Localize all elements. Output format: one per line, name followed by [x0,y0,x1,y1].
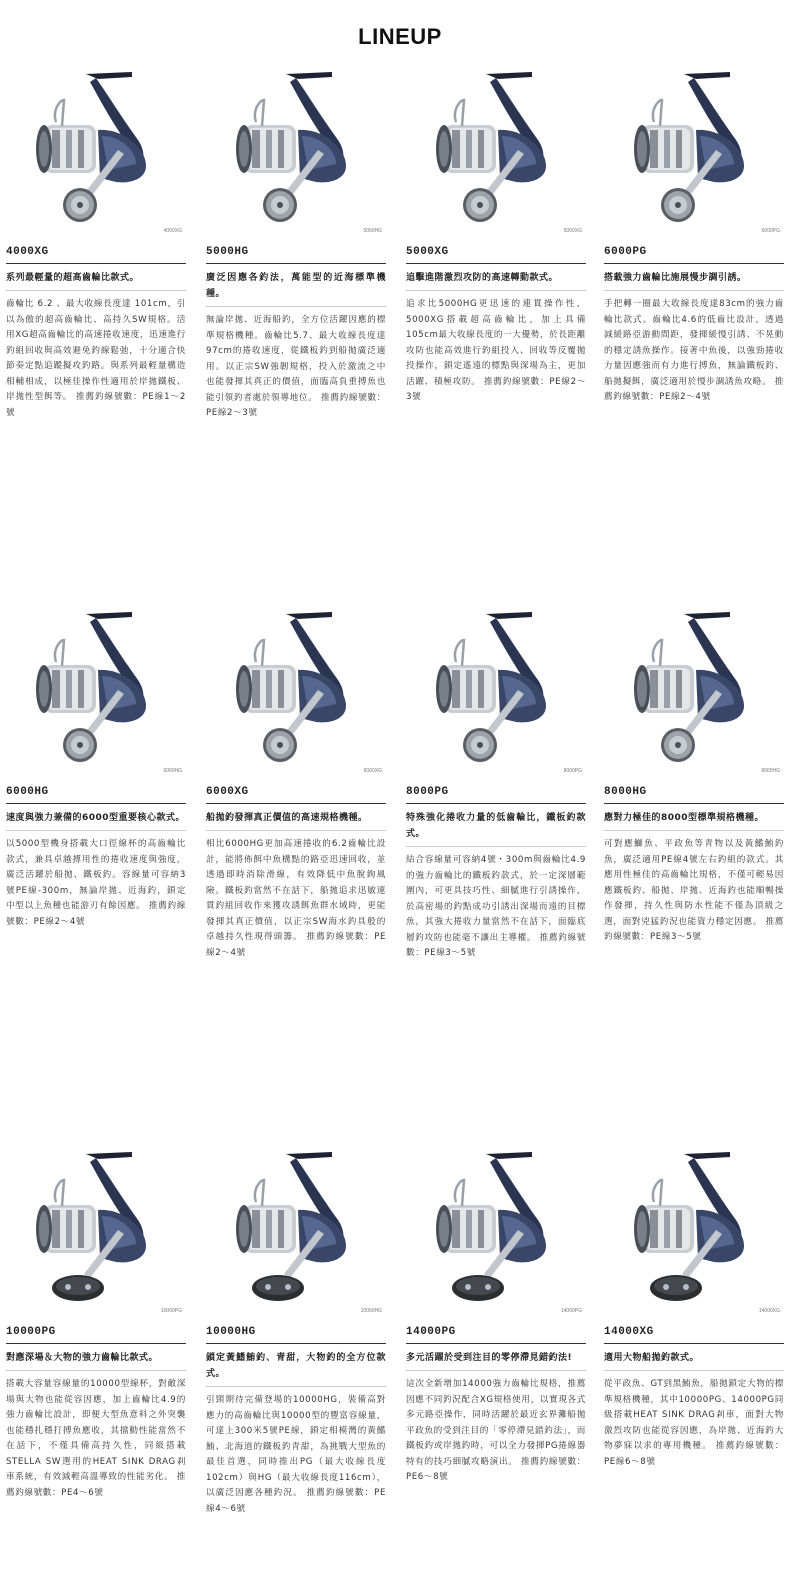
product-tagline: 適用大物船拋釣款式。 [604,1350,784,1371]
image-model-code: 14000PG [560,1308,582,1314]
product-card-14000xg[interactable] [604,1150,784,1470]
product-description: 無論岸拋、近海船釣，全方位活躍因應的標準規格機種。齒輪比5.7、最大收線長度達97cm的捲收速度，從鐵板釣到船拋廣泛適用。以正宗SW強韌規格，投入於激流之中也能發揮其真正的價值，面臨高負重搏魚也能引領釣者處於領導地位。 推薦釣線號數：PE線2～3號 [206,315,386,418]
product-description: 手把轉一圈最大收線長度達83cm的強力齒輪比款式。齒輪比4.6的低齒比設計，透過減緩路亞游動間距，發揮緩慢引誘、不晃動的穩定誘魚操作。接著中魚後，以強勁捲收力量因應強而有力進行搏魚，無論鐵板釣、船拋擬餌，廣泛適用於慢步調誘魚攻略。 推薦釣線號數：PE線2～4號 [604,299,784,402]
image-model-code: 6000HG [163,768,182,774]
reel-image[interactable] [206,1150,386,1320]
product-description: 齒輪比 6.2 、最大收線長度達 101cm，引以為傲的超高齒輪比、高持久SW規格。活用XG超高齒輪比的高速捲收速度，迅速進行釣組回收與高效避免釣線鬆弛，十分適合快節奏定點追蹤擬攻釣路。與系列最輕量構造相輔相成，以極佳操作性適用於岸拋鐵板、岸拋性型餌等。 推薦釣線號數：PE線1～2號 [6,299,186,418]
product-tagline: 船拋釣發揮真正價值的高速規格機種。 [206,810,386,831]
product-card-10000pg[interactable] [6,1150,186,1501]
spinning-reel-icon [428,70,563,230]
model-name: 5000HG [206,246,386,264]
reel-image[interactable] [6,70,186,240]
product-tagline: 應對力極佳的8000型標準規格機種。 [604,810,784,831]
product-card-4000xg[interactable] [6,70,186,421]
product-description: 可對應鰤魚、平政魚等青物以及黃鰭鮪釣魚，廣泛適用PE線4號左右釣組的款式。其應用性極佳的高齒輪比規格，不僅可輕易因應鐵板釣、船拋、岸拋、近海釣也能順暢操作發揮，持久性與防水性能不僅為頂級之選，面對兇猛釣況也能資力穩定因應。 推薦釣線號數：PE線3～5號 [604,839,784,942]
product-card-8000pg[interactable] [406,610,586,962]
product-description: 結合容線量可容納4號・300m與齒輪比4.9的強力齒輪比的鐵板釣款式，於一定深層範圍內，可更具技巧性、細膩進行引誘操作，於高密場的釣點成功引誘出深場而遠的目標魚，其強大捲收力量當然不在話下，面臨底層釣攻防也能毫不讓出主導權。 推薦釣線號數：PE線3～5號 [406,855,586,958]
product-tagline: 搭載強力齒輪比施展慢步調引誘。 [604,270,784,291]
product-tagline: 追擊進階激烈攻防的高速轉動款式。 [406,270,586,291]
image-model-code: 8000PG [563,768,582,774]
product-description: 相比6000HG更加高速捲收的6.2齒輪比設計，能將佈餌中魚構點的路亞迅速回收，並透過即時消除滑線，有效降低中魚脫鉤風險。鐵板釣當然不在話下，船拋追求迅敏連貫釣組回收作來獲攻誘餌魚群水域時，更能發揮其真正價值，以正宗SW海水釣具般的卓越持久性現得頭籌。 推薦釣線號數：PE線2～4號 [206,839,386,958]
product-tagline: 廣泛因應各釣法，萬能型的近海標準機種。 [206,270,386,307]
product-tagline: 特殊強化捲收力量的低齒輪比，鐵板釣款式。 [406,810,586,847]
image-model-code: 5000HG [363,228,382,234]
model-name: 6000PG [604,246,784,264]
product-card-10000hg[interactable] [206,1150,386,1517]
model-name: 6000XG [206,786,386,804]
product-description: 搭載大容量容線量的10000型線杯，對敵深場與大物也能從容因應，加上齒輪比4.9的強力齒輪比設計，即便大型魚意料之外突襲也能穩扎穩打搏魚應收，其擋動性能當然不在話下，不僅具備高持久性，同級搭載STELLA SW選用的HEAT SINK DRAG剎車系統，有效減輕高溫導致的性能劣化。 推薦釣線號數：PE4～6號 [6,1379,186,1498]
reel-image[interactable] [406,1150,586,1320]
product-tagline: 系列最輕量的超高齒輪比款式。 [6,270,186,291]
reel-image[interactable] [406,70,586,240]
model-name: 8000HG [604,786,784,804]
reel-image[interactable] [604,1150,784,1320]
page-title: LINEUP [358,24,442,49]
spinning-reel-icon [28,70,163,230]
spinning-reel-icon [28,1150,163,1310]
image-model-code: 4000XG [163,228,182,234]
product-tagline: 多元活躍於受到注目的零停滯見錯釣法! [406,1350,586,1371]
spinning-reel-icon [626,1150,761,1310]
model-name: 6000HG [6,786,186,804]
image-model-code: 10000PG [160,1308,182,1314]
product-card-14000pg[interactable] [406,1150,586,1486]
spinning-reel-icon [28,610,163,770]
product-description: 從平政魚、GT到黑鮪魚，船拋鎖定大物的標準規格機種，其中10000PG、14000PG同級搭載HEAT SINK DRAG剎車，面對大物激烈攻防也能從容因應，為岸拋、近海釣大物夢寐以求的專用機種。 推薦釣線號數：PE線6～8號 [604,1379,784,1467]
image-model-code: 10000HG [360,1308,382,1314]
model-name: 14000PG [406,1326,586,1344]
reel-image[interactable] [604,70,784,240]
model-name: 4000XG [6,246,186,264]
image-model-code: 6000XG [363,768,382,774]
reel-image[interactable] [206,610,386,780]
product-description: 以5000型機身搭載大口徑線杯的高齒輪比款式，兼具卓越搏用性的捲收速度與強度，廣泛活躍於船拋、鐵板釣。容線量可容納3號PE線-300m，無論岸拋、近海釣，鎖定中型以上魚種也能游刃有餘因應。 推薦釣線號數：PE線2～4號 [6,839,186,927]
spinning-reel-icon [228,70,363,230]
reel-image[interactable] [406,610,586,780]
model-name: 14000XG [604,1326,784,1344]
spinning-reel-icon [428,1150,563,1310]
model-name: 10000PG [6,1326,186,1344]
reel-image[interactable] [6,610,186,780]
image-model-code: 8000HG [761,768,780,774]
product-card-8000hg[interactable] [604,610,784,946]
product-tagline: 鎖定黃鰭鮪釣、青甜，大物釣的全方位款式。 [206,1350,386,1387]
model-name: 8000PG [406,786,586,804]
product-description: 這次全新增加14000強力齒輪比規格，推薦因應不同釣況配合XG規格使用，以實現各式多元路亞操作，同時活躍於最近玄界灘船拋平政魚的受到注目的「零停滯見錯釣法」，而鐵板釣或岸拋釣時，可以全力發揮PG捲線器特有的技巧細膩攻略演出。 推薦釣線號數：PE6～8號 [406,1379,586,1482]
image-model-code: 5000XG [563,228,582,234]
spinning-reel-icon [228,610,363,770]
spinning-reel-icon [428,610,563,770]
spinning-reel-icon [626,70,761,230]
product-description: 引頸期待完備登場的10000HG，裝備高對應力的高齒輪比與10000型的豐富容線量，可達上300米5號PE線，鎖定相模灣的黃鰭鮪、北海道的鐵板釣青甜，為挑戰大型魚的最佳首選，同時推出PG（最大收線長度102cm）與HG（最大收線長度116cm），以廣泛因應各種釣況。 推薦釣線號數：PE線4～6號 [206,1395,386,1514]
spinning-reel-icon [228,1150,363,1310]
product-card-6000pg[interactable] [604,70,784,406]
model-name: 10000HG [206,1326,386,1344]
image-model-code: 6000PG [761,228,780,234]
product-tagline: 速度與強力兼備的6000型重要核心款式。 [6,810,186,831]
product-card-5000xg[interactable] [406,70,586,406]
image-model-code: 14000XG [758,1308,780,1314]
reel-image[interactable] [206,70,386,240]
spinning-reel-icon [626,610,761,770]
product-description: 追求比5000HG更迅速的連貫操作性，5000XG搭載超高齒輪比，加上具備105cm最大收線長度的一大優勢，於長距離攻防也能高效進行釣組投入、回收等反覆拋投操作，鎖定遙遠的標點與深場為主，更加活躍、積極攻防。 推薦釣線號數：PE線2～3號 [406,299,586,402]
product-card-6000hg[interactable] [6,610,186,930]
product-card-5000hg[interactable] [206,70,386,422]
product-tagline: 對應深場＆大物的強力齒輪比款式。 [6,1350,186,1371]
reel-image[interactable] [604,610,784,780]
reel-image[interactable] [6,1150,186,1320]
model-name: 5000XG [406,246,586,264]
product-card-6000xg[interactable] [206,610,386,961]
